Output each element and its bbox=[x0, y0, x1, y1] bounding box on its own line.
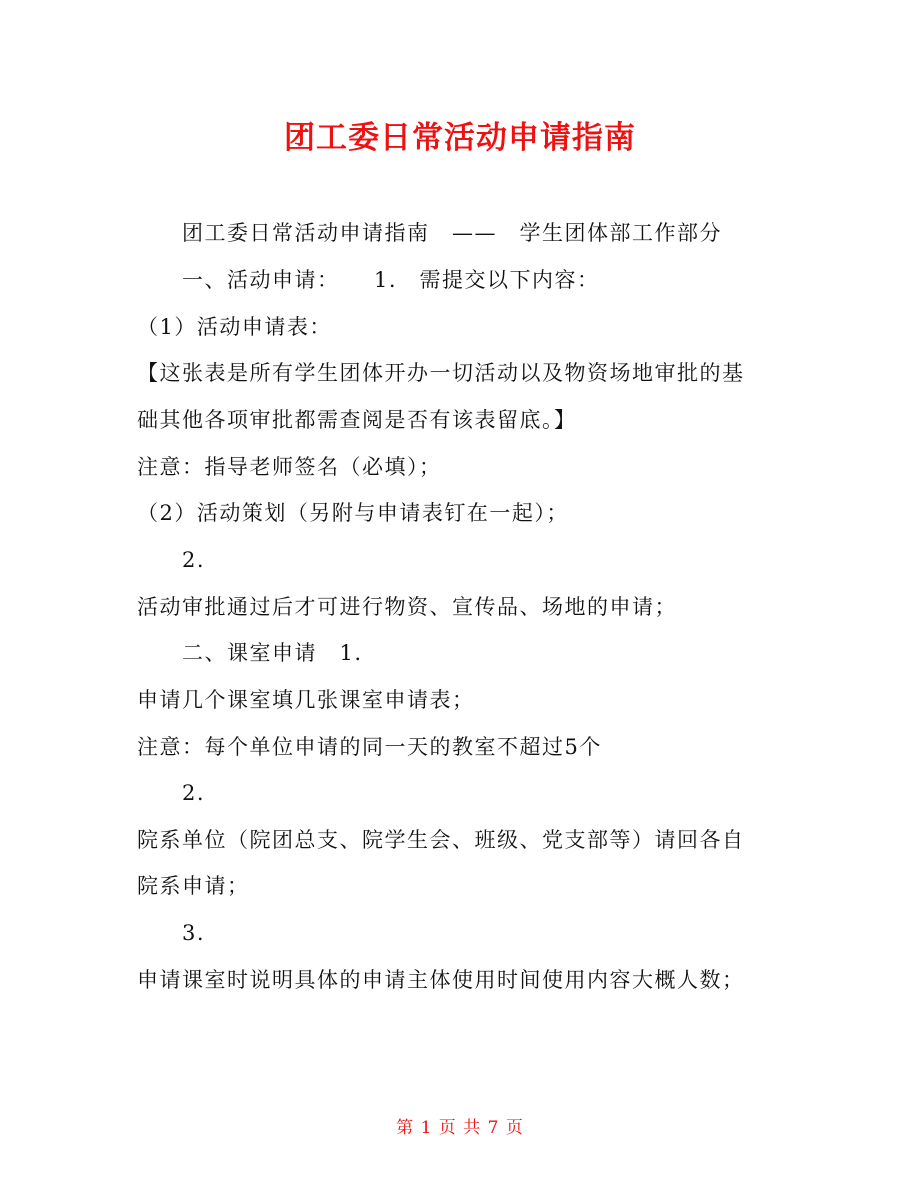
note-line: 注意：每个单位申请的同一天的教室不超过5个 bbox=[137, 735, 602, 759]
subtitle-line: 团工委日常活动申请指南 —— 学生团体部工作部分 bbox=[182, 221, 722, 245]
paragraph-line: 活动审批通过后才可进行物资、宣传品、场地的申请； bbox=[137, 595, 677, 619]
paragraph-line: 院系单位（院团总支、院学生会、班级、党支部等）请回各自 bbox=[137, 828, 745, 852]
paragraph-line: 申请几个课室填几张课室申请表； bbox=[137, 688, 475, 712]
list-number: 3. bbox=[182, 921, 206, 945]
item-1-heading: （1）活动申请表： bbox=[137, 315, 332, 339]
paragraph-line: 【这张表是所有学生团体开办一切活动以及物资场地审批的基 bbox=[137, 361, 745, 385]
section-2-heading: 二、课室申请 1. bbox=[182, 641, 363, 665]
note-line: 注意：指导老师签名（必填）； bbox=[137, 455, 442, 479]
item-2-heading: （2）活动策划（另附与申请表钉在一起）； bbox=[137, 501, 569, 525]
list-number: 2. bbox=[182, 781, 206, 805]
paragraph-line: 院系申请； bbox=[137, 874, 250, 898]
document-title: 团工委日常活动申请指南 bbox=[284, 120, 636, 156]
paragraph-line: 础其他各项审批都需查阅是否有该表留底。】 bbox=[137, 408, 577, 432]
section-1-heading: 一、活动申请： 1. 需提交以下内容： bbox=[182, 268, 600, 292]
page-footer: 第 1 页 共 7 页 bbox=[396, 1118, 524, 1138]
list-number: 2. bbox=[182, 548, 206, 572]
paragraph-line: 申请课室时说明具体的申请主体使用时间使用内容大概人数； bbox=[137, 968, 745, 992]
